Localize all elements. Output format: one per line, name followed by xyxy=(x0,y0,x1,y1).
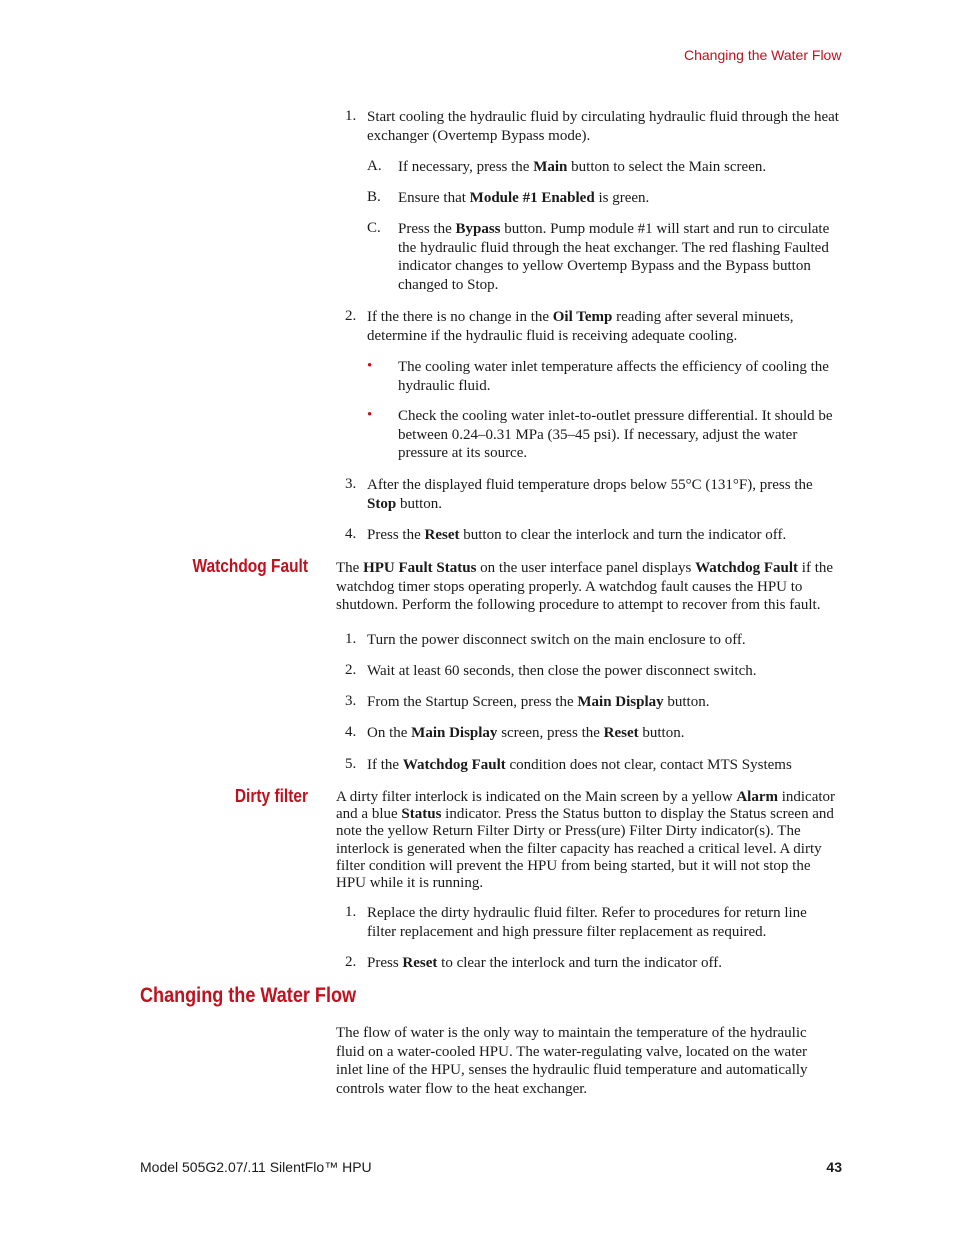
step-number: 1. xyxy=(345,904,357,920)
step-number: 1. xyxy=(345,631,357,647)
watchdog-intro: The HPU Fault Status on the user interface panel displays Watchdog Fault if the watchdog timer stops operating properly. A watchdog fault causes the HPU to shutdown. Perform the following procedure to attempt to recover from this fault. xyxy=(336,560,834,614)
bullet-icon: • xyxy=(367,407,373,423)
substep-letter: A. xyxy=(367,158,382,174)
section-heading-dirty-filter: Dirty filter xyxy=(234,786,308,806)
step-text: If the Watchdog Fault condition does not clear, contact MTS Systems xyxy=(367,757,792,773)
section-heading-water-flow: Changing the Water Flow xyxy=(140,984,357,1007)
step-number: 1. xyxy=(345,108,357,124)
page-number: 43 xyxy=(826,1159,842,1175)
step-text: Press the Reset button to clear the interlock and turn the indicator off. xyxy=(367,527,787,543)
step-number: 4. xyxy=(345,724,357,740)
step-text: Replace the dirty hydraulic fluid filter. Refer to procedures for return line filter replacement and high pressure filter replacement as required. xyxy=(367,905,807,940)
step-number: 3. xyxy=(345,693,357,709)
running-header: Changing the Water Flow xyxy=(684,47,842,63)
step-number: 3. xyxy=(345,476,357,492)
bullet-icon: • xyxy=(367,358,373,374)
step-text: Wait at least 60 seconds, then close the power disconnect switch. xyxy=(367,663,757,679)
step-number: 5. xyxy=(345,756,357,772)
bullet-text: Check the cooling water inlet-to-outlet pressure differential. It should be between 0.24–0.31 MPa (35–45 psi). If necessary, adjust the water pressure at its source. xyxy=(398,408,833,462)
substep-letter: C. xyxy=(367,220,381,236)
step-text: Turn the power disconnect switch on the main enclosure to off. xyxy=(367,632,746,648)
step-number: 2. xyxy=(345,308,357,324)
step-text: On the Main Display screen, press the Reset button. xyxy=(367,725,685,741)
step-text: Start cooling the hydraulic fluid by circulating hydraulic fluid through the heat exchanger (Overtemp Bypass mode). xyxy=(367,109,839,144)
step-text: If the there is no change in the Oil Temp reading after several minuets, determine if the hydraulic fluid is receiving adequate cooling. xyxy=(367,309,794,344)
substep-text: If necessary, press the Main button to select the Main screen. xyxy=(398,159,767,175)
step-text: From the Startup Screen, press the Main Display button. xyxy=(367,694,710,710)
footer-model: Model 505G2.07/.11 SilentFlo™ HPU xyxy=(140,1159,372,1175)
dirty-filter-intro: A dirty filter interlock is indicated on the Main screen by a yellow Alarm indicator and a blue Status indicator. Press the Status button to display the Status screen and note the yellow Return Filter Dirty or Press(ure) Filter Dirty indicator(s). The interlock is generated when the filter capacity has reached a critical level. A dirty filter condition will prevent the HPU from being started, but it will not stop the HPU while it is running. xyxy=(336,789,836,892)
bullet-text: The cooling water inlet temperature affects the efficiency of cooling the hydraulic fluid. xyxy=(398,359,829,394)
step-text: After the displayed fluid temperature drops below 55°C (131°F), press the Stop button. xyxy=(367,477,813,512)
step-number: 2. xyxy=(345,954,357,970)
substep-text: Press the Bypass button. Pump module #1 will start and run to circulate the hydraulic fluid through the heat exchanger. The red flashing Faulted indicator changes to yellow Overtemp Bypass and the Bypass button changed to Stop. xyxy=(398,221,830,293)
section-heading-watchdog: Watchdog Fault xyxy=(192,556,308,576)
step-number: 2. xyxy=(345,662,357,678)
substep-letter: B. xyxy=(367,189,381,205)
substep-text: Ensure that Module #1 Enabled is green. xyxy=(398,190,650,206)
step-number: 4. xyxy=(345,526,357,542)
water-flow-body: The flow of water is the only way to maintain the temperature of the hydraulic fluid on a water-cooled HPU. The water-regulating valve, located on the water inlet line of the HPU, senses the hydraulic fluid temperature and automatically controls water flow to the heat exchanger. xyxy=(336,1025,808,1097)
step-text: Press Reset to clear the interlock and turn the indicator off. xyxy=(367,955,723,971)
